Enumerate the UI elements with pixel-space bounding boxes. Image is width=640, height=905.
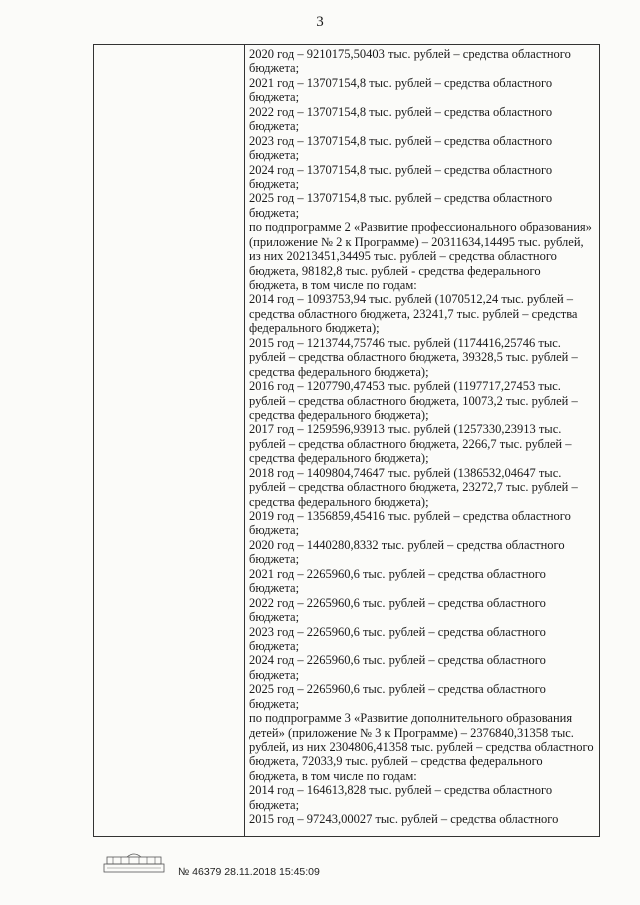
text-line: бюджета; <box>249 667 300 682</box>
text-line: бюджета, 98182,8 тыс. рублей - средства федерального <box>249 263 541 278</box>
text-line: рублей – средства областного бюджета, 2266,7 тыс. рублей – <box>249 436 572 451</box>
text-line: рублей – средства областного бюджета, 23272,7 тыс. рублей – <box>249 480 578 495</box>
document-registration-info: № 46379 28.11.2018 15:45:09 <box>178 866 320 878</box>
text-line: 2022 год – 13707154,8 тыс. рублей – средства областного <box>249 104 553 119</box>
text-line: средства федерального бюджета); <box>249 407 429 422</box>
text-line: бюджета; <box>249 90 300 105</box>
text-line: бюджета; <box>249 148 300 163</box>
text-line: 2019 год – 1356859,45416 тыс. рублей – средства областного <box>249 509 571 523</box>
registry-stamp-icon <box>103 851 165 873</box>
text-line: бюджета; <box>249 523 300 538</box>
text-line: бюджета, в том числе по годам: <box>249 768 417 783</box>
text-line: 2017 год – 1259596,93913 тыс. рублей (1257330,23913 тыс. <box>249 422 562 437</box>
text-line: 2023 год – 2265960,6 тыс. рублей – средства областного <box>249 624 546 639</box>
text-line: 2024 год – 13707154,8 тыс. рублей – средства областного <box>249 162 553 177</box>
text-line: бюджета; <box>249 797 300 812</box>
text-line: 2015 год – 97243,00027 тыс. рублей – средства областного <box>249 812 559 827</box>
text-line: рублей – средства областного бюджета, 10073,2 тыс. рублей – <box>249 393 578 408</box>
page-number: 3 <box>316 14 324 30</box>
text-line: 2015 год – 1213744,75746 тыс. рублей (1174416,25746 тыс. <box>249 335 561 350</box>
text-line: по подпрограмме 2 «Развитие профессионального образования» <box>249 220 592 235</box>
text-line: 2020 год – 1440280,8332 тыс. рублей – средства областного <box>249 537 565 552</box>
text-line: бюджета; <box>249 176 300 191</box>
text-line: 2025 год – 2265960,6 тыс. рублей – средства областного <box>249 682 546 697</box>
text-line: из них 20213451,34495 тыс. рублей – средства областного <box>249 249 557 264</box>
table-right-column-text <box>249 47 594 827</box>
text-line: 2021 год – 2265960,6 тыс. рублей – средства областного <box>249 566 546 581</box>
text-line: 2025 год – 13707154,8 тыс. рублей – средства областного <box>249 191 553 206</box>
text-line: бюджета, в том числе по годам: <box>249 278 417 292</box>
document-table <box>93 44 600 837</box>
text-line: 2023 год – 13707154,8 тыс. рублей – средства областного <box>249 133 553 148</box>
table-left-column <box>94 45 245 836</box>
text-line: бюджета; <box>249 638 300 653</box>
text-line: (приложение № 2 к Программе) – 20311634,14495 тыс. рублей, <box>249 234 584 249</box>
text-line: федерального бюджета); <box>249 321 380 336</box>
text-line: 2018 год – 1409804,74647 тыс. рублей (1386532,04647 тыс. <box>249 465 562 480</box>
text-line: 2022 год – 2265960,6 тыс. рублей – средства областного <box>249 595 546 610</box>
text-line: 2021 год – 13707154,8 тыс. рублей – средства областного <box>249 75 553 90</box>
text-line: 2014 год – 1093753,94 тыс. рублей (1070512,24 тыс. рублей – <box>249 292 574 307</box>
text-line: 2020 год – 9210175,50403 тыс. рублей – средства областного <box>249 47 571 61</box>
text-line: бюджета, 72033,9 тыс. рублей – средства федерального <box>249 754 543 769</box>
text-line: бюджета; <box>249 696 300 711</box>
text-line: 2016 год – 1207790,47453 тыс. рублей (1197717,27453 тыс. <box>249 379 561 394</box>
text-line: средства федерального бюджета); <box>249 451 429 466</box>
text-line: бюджета; <box>249 119 300 134</box>
text-line: бюджета; <box>249 61 300 76</box>
text-line: 2014 год – 164613,828 тыс. рублей – средства областного <box>249 783 553 798</box>
text-line: рублей – средства областного бюджета, 39328,5 тыс. рублей – <box>249 350 578 365</box>
text-line: средства областного бюджета, 23241,7 тыс. рублей – средства <box>249 306 578 321</box>
text-line: по подпрограмме 3 «Развитие дополнительного образования <box>249 711 573 726</box>
text-line: рублей, из них 2304806,41358 тыс. рублей – средства областного <box>249 740 594 754</box>
text-line: средства федерального бюджета); <box>249 364 429 379</box>
text-line: бюджета; <box>249 610 300 625</box>
text-line: бюджета; <box>249 552 300 567</box>
text-line: бюджета; <box>249 205 300 220</box>
text-line: детей» (приложение № 3 к Программе) – 2376840,31358 тыс. <box>249 725 574 740</box>
text-line: 2024 год – 2265960,6 тыс. рублей – средства областного <box>249 653 546 668</box>
text-line: средства федерального бюджета); <box>249 494 429 509</box>
text-line: бюджета; <box>249 581 300 596</box>
